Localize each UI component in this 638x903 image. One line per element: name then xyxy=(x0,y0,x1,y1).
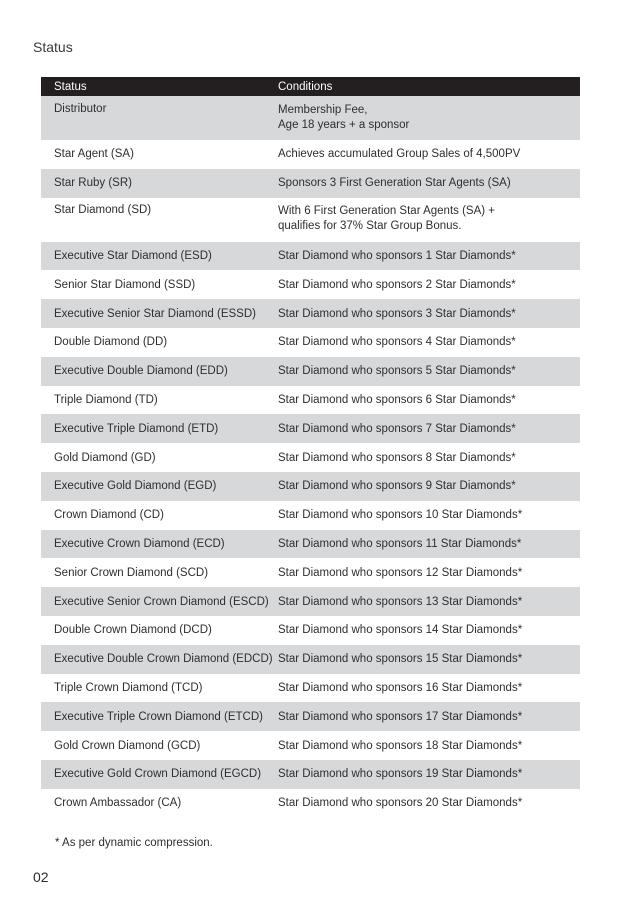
conditions-cell: Star Diamond who sponsors 17 Star Diamonds* xyxy=(278,710,523,723)
conditions-cell: Star Diamond who sponsors 18 Star Diamonds* xyxy=(278,739,523,752)
status-cell: Executive Double Crown Diamond (EDCD) xyxy=(54,653,273,666)
status-cell: Star Ruby (SR) xyxy=(54,177,132,190)
conditions-cell: Star Diamond who sponsors 14 Star Diamonds* xyxy=(278,624,523,637)
header-status: Status xyxy=(54,80,87,93)
table-row xyxy=(41,587,580,616)
conditions-cell: Star Diamond who sponsors 3 Star Diamonds* xyxy=(278,307,516,320)
conditions-line: Membership Fee, xyxy=(278,104,368,116)
status-cell: Executive Crown Diamond (ECD) xyxy=(54,537,225,550)
conditions-cell: Star Diamond who sponsors 20 Star Diamonds* xyxy=(278,797,523,810)
table-row xyxy=(41,443,580,472)
table-row xyxy=(41,616,580,645)
conditions-cell xyxy=(278,204,580,234)
status-cell: Executive Gold Diamond (EGD) xyxy=(54,480,217,493)
table-row xyxy=(41,789,580,818)
status-cell: Executive Double Diamond (EDD) xyxy=(54,365,228,378)
table-row xyxy=(41,328,580,357)
status-cell: Star Agent (SA) xyxy=(54,148,134,161)
status-cell: Senior Star Diamond (SSD) xyxy=(54,278,196,291)
status-cell: Double Crown Diamond (DCD) xyxy=(54,624,212,637)
table-row xyxy=(41,702,580,731)
status-cell: Double Diamond (DD) xyxy=(54,336,168,349)
conditions-cell: Star Diamond who sponsors 7 Star Diamonds* xyxy=(278,422,516,435)
table-row xyxy=(41,169,580,198)
table-row xyxy=(41,674,580,703)
conditions-line: With 6 First Generation Star Agents (SA) + xyxy=(278,204,495,217)
status-cell: Senior Crown Diamond (SCD) xyxy=(54,566,209,579)
conditions-cell: Achieves accumulated Group Sales of 4,500PV xyxy=(278,148,521,161)
table-row xyxy=(41,96,580,140)
table-row xyxy=(41,386,580,415)
conditions-cell: Star Diamond who sponsors 13 Star Diamonds* xyxy=(278,595,523,608)
table-row xyxy=(41,558,580,587)
conditions-cell: Star Diamond who sponsors 19 Star Diamonds* xyxy=(278,768,523,781)
page-number: 02 xyxy=(33,869,49,885)
table-row xyxy=(41,299,580,328)
status-cell: Crown Diamond (CD) xyxy=(54,509,164,522)
table-row xyxy=(41,501,580,530)
table-row xyxy=(41,357,580,386)
table-header xyxy=(41,77,580,96)
table-row xyxy=(41,731,580,760)
status-cell: Gold Diamond (GD) xyxy=(54,451,156,464)
conditions-line: qualifies for 37% Star Group Bonus. xyxy=(278,219,462,232)
conditions-cell: Star Diamond who sponsors 15 Star Diamonds* xyxy=(278,653,523,666)
table-row xyxy=(41,140,580,169)
status-cell: Executive Star Diamond (ESD) xyxy=(54,249,212,262)
conditions-cell: Star Diamond who sponsors 16 Star Diamonds* xyxy=(278,681,523,694)
table-row xyxy=(41,760,580,789)
conditions-cell: Star Diamond who sponsors 5 Star Diamonds* xyxy=(278,365,516,378)
conditions-cell: Star Diamond who sponsors 4 Star Diamonds* xyxy=(278,336,516,349)
table-row xyxy=(41,472,580,501)
table-row xyxy=(41,198,580,242)
conditions-cell: Star Diamond who sponsors 12 Star Diamonds* xyxy=(278,566,523,579)
table-row xyxy=(41,270,580,299)
conditions-cell: Star Diamond who sponsors 1 Star Diamonds* xyxy=(278,249,516,262)
status-cell: Crown Ambassador (CA) xyxy=(54,797,182,810)
table-row xyxy=(41,645,580,674)
header-conditions: Conditions xyxy=(278,80,333,93)
conditions-cell: Star Diamond who sponsors 6 Star Diamonds* xyxy=(278,393,516,406)
section-title: Status xyxy=(33,39,73,55)
table-row xyxy=(41,414,580,443)
conditions-cell: Star Diamond who sponsors 2 Star Diamonds* xyxy=(278,278,516,291)
conditions-cell: Sponsors 3 First Generation Star Agents (SA) xyxy=(278,177,511,190)
conditions-cell: Star Diamond who sponsors 11 Star Diamonds* xyxy=(278,537,522,550)
status-cell: Gold Crown Diamond (GCD) xyxy=(54,739,201,752)
status-cell: Executive Senior Crown Diamond (ESCD) xyxy=(54,595,269,608)
footnote: * As per dynamic compression. xyxy=(55,837,213,849)
status-cell: Executive Triple Crown Diamond (ETCD) xyxy=(54,710,263,723)
status-cell: Star Diamond (SD) xyxy=(54,203,152,216)
table-row xyxy=(41,530,580,559)
status-cell: Triple Crown Diamond (TCD) xyxy=(54,681,203,694)
conditions-line: Age 18 years + a sponsor xyxy=(278,119,410,131)
status-cell: Executive Gold Crown Diamond (EGCD) xyxy=(54,768,262,781)
conditions-cell: Star Diamond who sponsors 10 Star Diamonds* xyxy=(278,509,523,522)
status-cell: Triple Diamond (TD) xyxy=(54,393,158,406)
status-cell: Distributor xyxy=(54,103,107,115)
status-cell: Executive Senior Star Diamond (ESSD) xyxy=(54,307,256,320)
status-table xyxy=(41,77,580,818)
status-cell: Executive Triple Diamond (ETD) xyxy=(54,422,219,435)
conditions-cell xyxy=(278,103,580,133)
conditions-cell: Star Diamond who sponsors 9 Star Diamonds* xyxy=(278,480,516,493)
table-row xyxy=(41,242,580,271)
conditions-cell: Star Diamond who sponsors 8 Star Diamonds* xyxy=(278,451,516,464)
